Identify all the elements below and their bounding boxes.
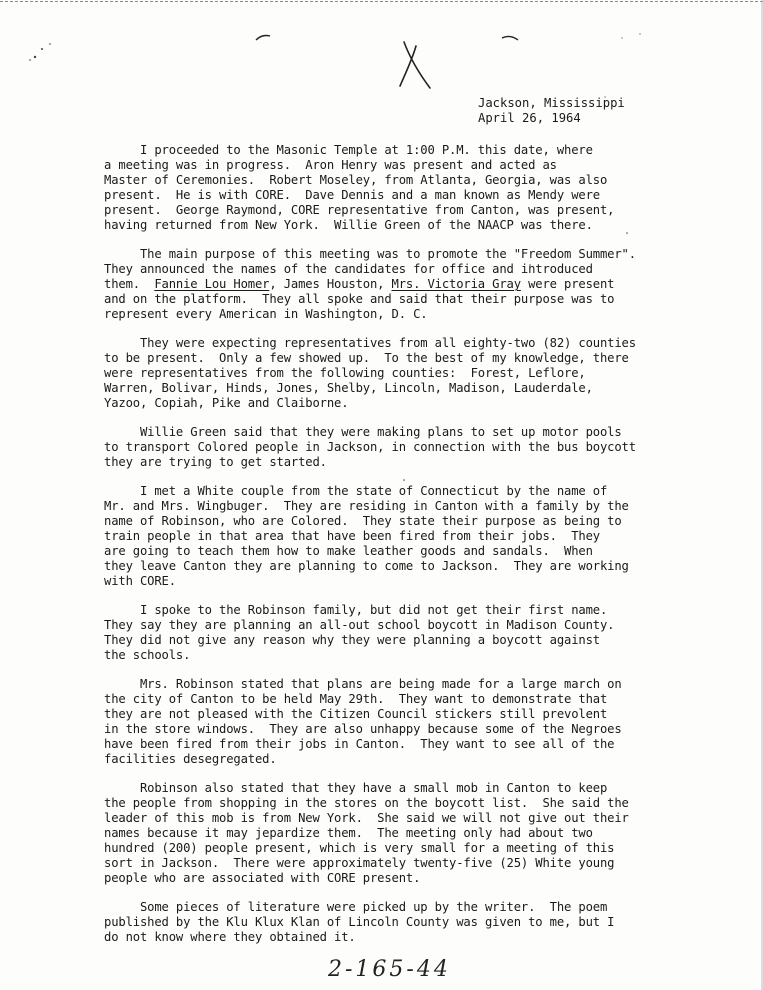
text-line: a meeting was in progress. Aron Henry was present and acted as [104,158,557,172]
text-line: Willie Green said that they were making plans to set up motor pools [104,425,622,439]
text-line: people who are associated with CORE present. [104,871,421,885]
text-line: They were expecting representatives from all eighty-two (82) counties [104,336,636,350]
dateline-date: April 26, 1964 [478,111,581,125]
text-line: in the store windows. They are also unhappy because some of the Negroes [104,722,622,736]
text-line: have been fired from their jobs in Canton. They want to see all of the [104,737,615,751]
paragraph-1 [104,143,664,233]
underlined-name: Mrs. Victoria Gray [391,277,521,291]
text-line: present. He is with CORE. Dave Dennis and a man known as Mendy were [104,188,600,202]
text-line: are going to teach them how to make leather goods and sandals. When [104,544,593,558]
text-line: do not know where they obtained it. [104,930,356,944]
paragraph-4 [104,425,664,470]
text-line: leader of this mob is from New York. She said we will not give out their [104,811,629,825]
text-line: sort in Jackson. There were approximately twenty-five (25) White young [104,856,615,870]
text-line: The main purpose of this meeting was to promote the "Freedom Summer". [104,247,636,261]
paragraph-2 [104,247,664,322]
text-line: the people from shopping in the stores on the boycott list. She said the [104,796,629,810]
text-line: to be present. Only a few showed up. To the best of my knowledge, there [104,351,629,365]
text-line: Yazoo, Copiah, Pike and Claiborne. [104,396,349,410]
paragraph-5 [104,484,664,589]
text-line: with CORE. [104,574,176,588]
text-line: they are trying to get started. [104,455,327,469]
text-line: Warren, Bolivar, Hinds, Jones, Shelby, Lincoln, Madison, Lauderdale, [104,381,593,395]
text-line: to transport Colored people in Jackson, in connection with the bus boycott [104,440,636,454]
text-line: Some pieces of literature were picked up by the writer. The poem [104,900,608,914]
text-line: They say they are planning an all-out school boycott in Madison County. [104,618,615,632]
text-line: names because it may jepardize them. The meeting only had about two [104,826,593,840]
text-line: hundred (200) people present, which is very small for a meeting of this [104,841,615,855]
paragraph-8 [104,781,664,886]
text-line: the schools. [104,648,191,662]
handwritten-tick-left [256,36,270,41]
text-line: Robinson also stated that they have a small mob in Canton to keep [104,781,608,795]
text-line: present. George Raymond, CORE representative from Canton, was present, [104,203,615,217]
text-line: They did not give any reason why they were planning a boycott against [104,633,600,647]
underlined-name: Fannie Lou Homer [154,277,270,291]
text-line: I spoke to the Robinson family, but did not get their first name. [104,603,608,617]
handwritten-x-mark [400,42,430,88]
text-line: Mr. and Mrs. Wingbuger. They are residing in Canton with a family by the [104,499,629,513]
paragraph-3 [104,336,664,411]
text-line: facilities desegregated. [104,752,277,766]
text-line: they are not pleased with the Citizen Council stickers still prevolent [104,707,608,721]
text-line: they leave Canton they are planning to come to Jackson. They are working [104,559,629,573]
dateline [478,96,625,126]
report-body [104,143,664,959]
text-line: Master of Ceremonies. Robert Moseley, from Atlanta, Georgia, was also [104,173,608,187]
text-line: having returned from New York. Willie Green of the NAACP was there. [104,218,593,232]
paragraph-9 [104,900,664,945]
text-line: train people in that area that have been fired from their jobs. They [104,529,600,543]
paragraph-7 [104,677,664,767]
text-line: published by the Klu Klux Klan of Lincoln County was given to me, but I [104,915,615,929]
text-line: and on the platform. They all spoke and said that their purpose was to [104,292,615,306]
handwritten-tick-right [502,36,518,40]
text-line: were representatives from the following counties: Forest, Leflore, [104,366,586,380]
text-line: represent every American in Washington, D. C. [104,307,428,321]
text-line: name of Robinson, who are Colored. They state their purpose as being to [104,514,622,528]
text-line: the city of Canton to be held May 29th. They want to demonstrate that [104,692,608,706]
handwritten-document-number: 2-165-44 [328,957,451,982]
text-line: Mrs. Robinson stated that plans are being made for a large march on [104,677,622,691]
dateline-city: Jackson, Mississippi [478,96,625,110]
text-line: I proceeded to the Masonic Temple at 1:00 P.M. this date, where [104,143,593,157]
paragraph-6 [104,603,664,663]
text-line-with-underlined-names: them. Fannie Lou Homer, James Houston, Mrs. Victoria Gray were present [104,277,615,291]
text-line: They announced the names of the candidates for office and introduced [104,262,593,276]
text-line: I met a White couple from the state of Connecticut by the name of [104,484,608,498]
